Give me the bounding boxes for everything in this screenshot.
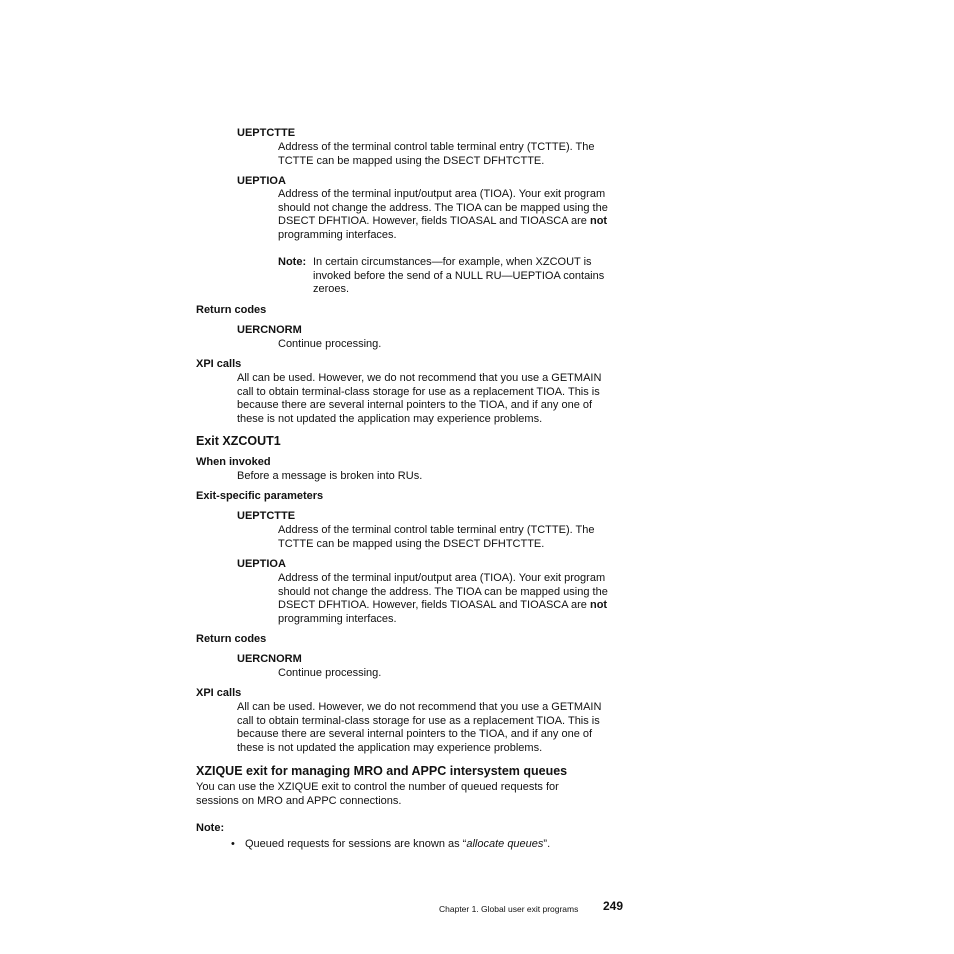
description-line: TCTTE can be mapped using the DSECT DFHTCTTE. (278, 154, 545, 167)
note-label: Note: (278, 256, 307, 268)
emphasis-not: not (589, 215, 608, 228)
section-heading-xzcout1: Exit XZCOUT1 (196, 434, 281, 448)
term-ueptioa: UEPTIOA (237, 558, 286, 570)
xpi-calls-text (237, 372, 601, 426)
description-line: Address of the terminal input/output area (TIOA). Your exit program (278, 188, 606, 200)
term-ueptctte-description (278, 524, 594, 551)
term-ueptioa: UEPTIOA (237, 175, 286, 187)
paragraph-line: because there are several internal pointers to the TIOA, and if any one of (237, 399, 593, 412)
exit-parameters-heading: Exit-specific parameters (196, 490, 324, 502)
term-allocate-queues: allocate queues (466, 838, 544, 850)
paragraph-line: call to obtain terminal-class storage for use as a replacement TIOA. This is (237, 385, 600, 398)
description-text: DSECT DFHTIOA. However, fields TIOASAL and TIOASCA are (278, 599, 590, 612)
term-uercnorm-description: Continue processing. (278, 338, 382, 350)
description-line: Address of the terminal control table terminal entry (TCTTE). The (278, 141, 595, 153)
term-uercnorm-description: Continue processing. (278, 667, 382, 679)
when-invoked-text: Before a message is broken into RUs. (237, 470, 423, 482)
description-text: DSECT DFHTIOA. However, fields TIOASAL and TIOASCA are (278, 215, 590, 228)
term-uercnorm: UERCNORM (237, 324, 302, 336)
paragraph-line: because there are several internal pointers to the TIOA, and if any one of (237, 728, 593, 741)
paragraph-line: call to obtain terminal-class storage for use as a replacement TIOA. This is (237, 714, 600, 727)
description-line: Address of the terminal control table terminal entry (TCTTE). The (278, 524, 595, 536)
term-ueptctte: UEPTCTTE (237, 510, 296, 522)
xpi-calls-text (237, 701, 601, 755)
note-line: zeroes. (313, 283, 350, 296)
term-ueptctte-description (278, 141, 594, 168)
bullet-text: Queued requests for sessions are known as “ (245, 838, 467, 850)
when-invoked-heading: When invoked (196, 456, 271, 468)
bullet-item (245, 838, 550, 852)
paragraph-line: these is not updated the application may experience problems. (237, 741, 543, 754)
return-codes-heading: Return codes (196, 633, 267, 645)
section-heading-xzique: XZIQUE exit for managing MRO and APPC intersystem queues (196, 764, 568, 778)
description-line: TCTTE can be mapped using the DSECT DFHTCTTE. (278, 537, 545, 550)
paragraph-line: All can be used. However, we do not recommend that you use a GETMAIN (237, 701, 602, 713)
page-number: 249 (603, 899, 624, 913)
note-line: In certain circumstances—for example, when XZCOUT is (313, 256, 592, 268)
emphasis-not: not (589, 599, 608, 612)
term-uercnorm: UERCNORM (237, 653, 302, 665)
paragraph-line: You can use the XZIQUE exit to control the number of queued requests for (196, 781, 559, 793)
note-line: invoked before the send of a NULL RU—UEPTIOA contains (313, 269, 605, 282)
footer-chapter: Chapter 1. Global user exit programs (439, 904, 579, 914)
description-line: Address of the terminal input/output area (TIOA). Your exit program (278, 572, 606, 584)
note-heading: Note: (196, 822, 225, 834)
paragraph-line: these is not updated the application may experience problems. (237, 412, 543, 425)
note-text (313, 256, 604, 297)
description-line: programming interfaces. (278, 228, 397, 241)
bullet-text: ”. (543, 838, 551, 850)
term-ueptioa-description (278, 188, 608, 242)
xpi-calls-heading: XPI calls (196, 358, 242, 370)
description-line: should not change the address. The TIOA can be mapped using the (278, 585, 608, 598)
description-line (278, 599, 608, 613)
xzique-intro (196, 781, 559, 808)
description-line: should not change the address. The TIOA can be mapped using the (278, 201, 608, 214)
paragraph-line: sessions on MRO and APPC connections. (196, 794, 402, 807)
return-codes-heading: Return codes (196, 304, 267, 316)
description-line (278, 215, 608, 229)
bullet-glyph: • (231, 838, 235, 850)
paragraph-line: All can be used. However, we do not recommend that you use a GETMAIN (237, 372, 602, 384)
description-line: programming interfaces. (278, 612, 397, 625)
term-ueptctte: UEPTCTTE (237, 127, 296, 139)
term-ueptioa-description (278, 572, 608, 626)
xpi-calls-heading: XPI calls (196, 687, 242, 699)
